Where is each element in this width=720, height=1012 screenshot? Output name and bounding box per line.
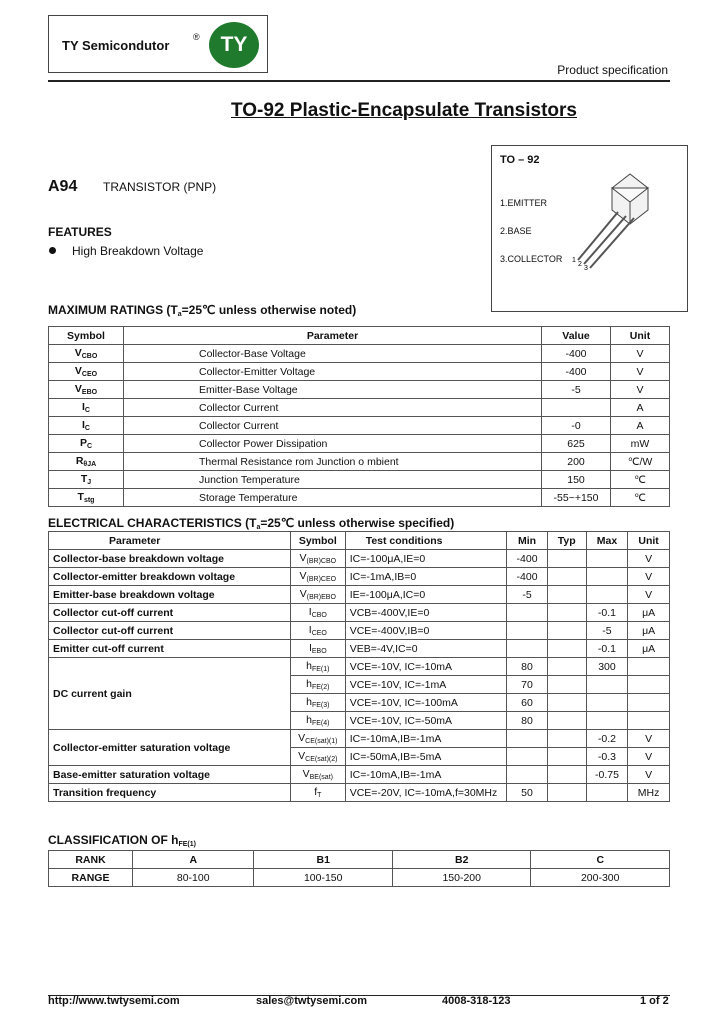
- condition-cell: IC=-1mA,IB=0: [345, 568, 507, 586]
- symbol-subscript: (BR)CEO: [306, 576, 337, 583]
- rank-c: C: [531, 851, 670, 869]
- rank-b2: B2: [392, 851, 531, 869]
- symbol-cell: [290, 640, 345, 658]
- table-row: [49, 399, 670, 417]
- symbol-subscript: C: [84, 407, 90, 414]
- unit-cell: V: [628, 748, 670, 766]
- features-heading: FEATURES: [48, 225, 112, 239]
- unit-cell: [628, 712, 670, 730]
- symbol-subscript: J: [87, 479, 92, 486]
- parameter-cell: Collector-emitter breakdown voltage: [49, 568, 291, 586]
- symbol-cell: [290, 712, 345, 730]
- symbol-subscript: T: [317, 792, 322, 799]
- value-cell: -400: [542, 345, 611, 363]
- part-number: A94: [48, 178, 78, 195]
- symbol-cell: [49, 453, 124, 471]
- symbol-subscript: C: [84, 425, 90, 432]
- col-parameter: Parameter: [49, 532, 291, 550]
- table-row: [49, 435, 670, 453]
- symbol: V: [299, 552, 307, 564]
- company-name: TY Semicondutor: [62, 38, 170, 53]
- range-b2: 150-200: [392, 869, 531, 887]
- symbol: I: [308, 606, 312, 618]
- parameter-cell: Collector-Emitter Voltage: [124, 363, 542, 381]
- value-cell: 200: [542, 453, 611, 471]
- table-row: [49, 586, 670, 604]
- max-cell: -0.2: [586, 730, 627, 748]
- col-typ: Typ: [547, 532, 586, 550]
- typ-cell: [547, 784, 586, 802]
- package-name: TO – 92: [500, 154, 540, 166]
- classification-table: [48, 850, 670, 887]
- symbol: R: [75, 455, 84, 467]
- table-row: [49, 363, 670, 381]
- max-ratings-heading: MAXIMUM RATINGS ($T_a=25℃$ unless otherwise noted): [48, 303, 357, 318]
- col-value: Value: [542, 327, 611, 345]
- table-row: [49, 730, 670, 748]
- symbol: I: [308, 624, 312, 636]
- min-cell: 70: [507, 676, 547, 694]
- symbol: V: [74, 383, 82, 395]
- range-b1: 100-150: [254, 869, 393, 887]
- parameter-cell: Base-emitter saturation voltage: [49, 766, 291, 784]
- col-symbol: Symbol: [290, 532, 345, 550]
- symbol-cell: [49, 417, 124, 435]
- classification-heading: CLASSIFICATION OF $h_{FE(1)}$: [48, 833, 196, 848]
- unit-cell: V: [628, 586, 670, 604]
- symbol-subscript: FE(4): [311, 720, 330, 727]
- footer-email[interactable]: sales@twtysemi.com: [256, 995, 367, 1007]
- value-cell: -55~+150: [542, 489, 611, 507]
- feature-item: High Breakdown Voltage: [72, 244, 204, 258]
- symbol-subscript: (BR)EBO: [306, 594, 336, 601]
- max-cell: [586, 586, 627, 604]
- symbol-cell: [49, 471, 124, 489]
- unit-cell: μA: [628, 604, 670, 622]
- typ-cell: [547, 712, 586, 730]
- symbol: I: [82, 419, 85, 431]
- symbol-cell: [49, 435, 124, 453]
- symbol: h: [306, 714, 312, 726]
- condition-cell: IC=-50mA,IB=-5mA: [345, 748, 507, 766]
- symbol: V: [298, 732, 306, 744]
- max-cell: -0.1: [586, 640, 627, 658]
- symbol-cell: [290, 748, 345, 766]
- symbol: T: [77, 491, 84, 503]
- symbol-cell: [49, 363, 124, 381]
- symbol: V: [299, 588, 307, 600]
- range-a: 80-100: [133, 869, 254, 887]
- min-cell: 50: [507, 784, 547, 802]
- min-cell: 80: [507, 712, 547, 730]
- pin-number-1: 1: [572, 257, 576, 264]
- table-row: [49, 640, 670, 658]
- symbol: V: [74, 365, 82, 377]
- unit-cell: [628, 694, 670, 712]
- symbol-cell: [290, 694, 345, 712]
- condition-cell: IC=-100μA,IE=0: [345, 550, 507, 568]
- condition-cell: VCE=-400V,IB=0: [345, 622, 507, 640]
- condition-cell: VCE=-10V, IC=-100mA: [345, 694, 507, 712]
- max-ratings-table: [48, 326, 670, 507]
- symbol-cell: [290, 550, 345, 568]
- typ-cell: [547, 766, 586, 784]
- condition-cell: VCB=-400V,IE=0: [345, 604, 507, 622]
- symbol-subscript: C: [86, 443, 93, 450]
- max-cell: -5: [586, 622, 627, 640]
- symbol: h: [306, 678, 312, 690]
- unit-cell: mW: [611, 435, 670, 453]
- unit-cell: MHz: [628, 784, 670, 802]
- table-row: [49, 784, 670, 802]
- min-cell: 60: [507, 694, 547, 712]
- pin-collector: 3.COLLECTOR: [500, 254, 563, 264]
- table-header-row: [49, 532, 670, 550]
- table-row: [49, 568, 670, 586]
- condition-cell: VCE=-20V, IC=-10mA,f=30MHz: [345, 784, 507, 802]
- rank-a: A: [133, 851, 254, 869]
- footer-url[interactable]: http://www.twtysemi.com: [48, 995, 180, 1007]
- min-cell: 80: [507, 658, 547, 676]
- typ-cell: [547, 640, 586, 658]
- footer-phone: 4008-318-123: [442, 995, 511, 1007]
- min-cell: [507, 622, 547, 640]
- typ-cell: [547, 676, 586, 694]
- table-row: [49, 471, 670, 489]
- value-cell: 150: [542, 471, 611, 489]
- range-row: [49, 869, 670, 887]
- parameter-cell: DC current gain: [49, 658, 291, 730]
- max-cell: -0.1: [586, 604, 627, 622]
- range-c: 200-300: [531, 869, 670, 887]
- symbol-cell: [290, 568, 345, 586]
- symbol-cell: [290, 604, 345, 622]
- typ-cell: [547, 730, 586, 748]
- max-cell: 300: [586, 658, 627, 676]
- symbol-subscript: FE(1): [311, 666, 330, 673]
- rank-row: [49, 851, 670, 869]
- symbol: T: [80, 473, 88, 485]
- symbol: f: [314, 786, 318, 798]
- symbol-cell: [290, 766, 345, 784]
- symbol-cell: [290, 586, 345, 604]
- unit-cell: A: [611, 417, 670, 435]
- typ-cell: [547, 604, 586, 622]
- pin-number-3: 3: [584, 265, 588, 272]
- col-unit: Unit: [611, 327, 670, 345]
- symbol-subscript: BE(sat): [309, 774, 333, 781]
- max-cell: [586, 712, 627, 730]
- condition-cell: IE=-100μA,IC=0: [345, 586, 507, 604]
- table-row: [49, 658, 670, 676]
- parameter-cell: Collector-Base Voltage: [124, 345, 542, 363]
- symbol-subscript: CBO: [81, 353, 98, 360]
- unit-cell: ℃: [611, 489, 670, 507]
- typ-cell: [547, 748, 586, 766]
- unit-cell: V: [628, 730, 670, 748]
- symbol-cell: [49, 381, 124, 399]
- table-row: [49, 417, 670, 435]
- table-row: [49, 604, 670, 622]
- min-cell: -400: [507, 568, 547, 586]
- parameter-cell: Emitter cut-off current: [49, 640, 291, 658]
- symbol: V: [299, 570, 307, 582]
- unit-cell: V: [628, 550, 670, 568]
- parameter-cell: Collector cut-off current: [49, 622, 291, 640]
- symbol-cell: [290, 676, 345, 694]
- typ-cell: [547, 658, 586, 676]
- max-cell: [586, 550, 627, 568]
- table-row: [49, 453, 670, 471]
- part-type: TRANSISTOR (PNP): [103, 180, 217, 194]
- symbol-subscript: CEO: [81, 371, 98, 378]
- unit-cell: [628, 676, 670, 694]
- condition-cell: VCE=-10V, IC=-1mA: [345, 676, 507, 694]
- value-cell: -0: [542, 417, 611, 435]
- electrical-table: [48, 531, 670, 802]
- max-cell: [586, 694, 627, 712]
- unit-cell: V: [628, 766, 670, 784]
- unit-cell: [628, 658, 670, 676]
- unit-cell: ℃/W: [611, 453, 670, 471]
- parameter-cell: Storage Temperature: [124, 489, 542, 507]
- unit-cell: V: [611, 381, 670, 399]
- pin-number-2: 2: [578, 261, 582, 268]
- condition-cell: IC=-10mA,IB=-1mA: [345, 766, 507, 784]
- symbol-cell: [49, 489, 124, 507]
- symbol-cell: [49, 399, 124, 417]
- symbol-cell: [290, 730, 345, 748]
- header-divider: [48, 80, 670, 82]
- typ-cell: [547, 694, 586, 712]
- value-cell: 625: [542, 435, 611, 453]
- table-row: [49, 622, 670, 640]
- symbol-cell: [290, 784, 345, 802]
- condition-cell: VCE=-10V, IC=-10mA: [345, 658, 507, 676]
- parameter-cell: Emitter-base breakdown voltage: [49, 586, 291, 604]
- symbol-subscript: (BR)CBO: [306, 558, 337, 565]
- value-cell: -5: [542, 381, 611, 399]
- parameter-cell: Junction Temperature: [124, 471, 542, 489]
- min-cell: [507, 640, 547, 658]
- electrical-heading: ELECTRICAL CHARACTERISTICS ($T_a=25℃$ unless otherwise specified): [48, 516, 455, 531]
- unit-cell: V: [628, 568, 670, 586]
- rank-label: RANK: [49, 851, 133, 869]
- table-row: [49, 381, 670, 399]
- table-row: [49, 550, 670, 568]
- symbol: V: [74, 347, 82, 359]
- typ-cell: [547, 568, 586, 586]
- symbol-cell: [290, 658, 345, 676]
- unit-cell: ℃: [611, 471, 670, 489]
- table-row: [49, 489, 670, 507]
- typ-cell: [547, 586, 586, 604]
- footer-page: 1 of 2: [640, 995, 669, 1007]
- max-cell: -0.3: [586, 748, 627, 766]
- parameter-cell: Collector-base breakdown voltage: [49, 550, 291, 568]
- symbol-subscript: FE(2): [311, 684, 330, 691]
- parameter-cell: Emitter-Base Voltage: [124, 381, 542, 399]
- table-row: [49, 345, 670, 363]
- min-cell: -5: [507, 586, 547, 604]
- symbol: P: [79, 437, 87, 449]
- min-cell: [507, 766, 547, 784]
- col-unit: Unit: [628, 532, 670, 550]
- table-row: [49, 766, 670, 784]
- max-cell: [586, 568, 627, 586]
- parameter-cell: Thermal Resistance rom Junction o mbient: [124, 453, 542, 471]
- symbol-subscript: FE(3): [311, 702, 330, 709]
- range-label: RANGE: [49, 869, 133, 887]
- unit-cell: V: [611, 345, 670, 363]
- parameter-cell: Collector Power Dissipation: [124, 435, 542, 453]
- symbol-cell: [290, 622, 345, 640]
- max-cell: -0.75: [586, 766, 627, 784]
- parameter-cell: Collector-emitter saturation voltage: [49, 730, 291, 766]
- condition-cell: IC=-10mA,IB=-1mA: [345, 730, 507, 748]
- unit-cell: μA: [628, 640, 670, 658]
- symbol-cell: [49, 345, 124, 363]
- symbol-subscript: θJA: [83, 461, 97, 468]
- min-cell: [507, 730, 547, 748]
- col-symbol: Symbol: [49, 327, 124, 345]
- product-specification: Product specification: [557, 63, 668, 77]
- symbol: V: [298, 750, 306, 762]
- symbol-subscript: CE(sat)(2): [305, 756, 338, 763]
- symbol: h: [306, 660, 312, 672]
- pin-emitter: 1.EMITTER: [500, 198, 548, 208]
- value-cell: [542, 399, 611, 417]
- parameter-cell: Transition frequency: [49, 784, 291, 802]
- col-min: Min: [507, 532, 547, 550]
- symbol: I: [308, 642, 312, 654]
- symbol-subscript: CBO: [311, 612, 327, 619]
- symbol-subscript: EBO: [311, 648, 327, 655]
- col-parameter: Parameter: [124, 327, 542, 345]
- min-cell: -400: [507, 550, 547, 568]
- parameter-cell: Collector Current: [124, 417, 542, 435]
- parameter-cell: Collector Current: [124, 399, 542, 417]
- symbol-subscript: CE(sat)(1): [305, 738, 338, 745]
- symbol-subscript: stg: [83, 497, 95, 504]
- symbol-subscript: CEO: [311, 630, 327, 637]
- company-logo: TY: [209, 22, 259, 68]
- pin-base: 2.BASE: [500, 226, 532, 236]
- unit-cell: A: [611, 399, 670, 417]
- condition-cell: VCE=-10V, IC=-50mA: [345, 712, 507, 730]
- unit-cell: μA: [628, 622, 670, 640]
- min-cell: [507, 748, 547, 766]
- typ-cell: [547, 622, 586, 640]
- parameter-cell: Collector cut-off current: [49, 604, 291, 622]
- bullet-icon: [49, 247, 56, 254]
- rank-b1: B1: [254, 851, 393, 869]
- registered-mark: ®: [193, 32, 200, 42]
- typ-cell: [547, 550, 586, 568]
- page-title: TO-92 Plastic-Encapsulate Transistors: [230, 100, 577, 121]
- symbol: V: [302, 768, 310, 780]
- symbol: I: [82, 401, 85, 413]
- to92-package-icon: [568, 168, 668, 273]
- col-max: Max: [586, 532, 627, 550]
- symbol: h: [306, 696, 312, 708]
- condition-cell: VEB=-4V,IC=0: [345, 640, 507, 658]
- unit-cell: V: [611, 363, 670, 381]
- symbol-subscript: EBO: [81, 389, 98, 396]
- max-cell: [586, 676, 627, 694]
- value-cell: -400: [542, 363, 611, 381]
- col-conditions: Test conditions: [345, 532, 507, 550]
- table-header-row: [49, 327, 670, 345]
- min-cell: [507, 604, 547, 622]
- max-cell: [586, 784, 627, 802]
